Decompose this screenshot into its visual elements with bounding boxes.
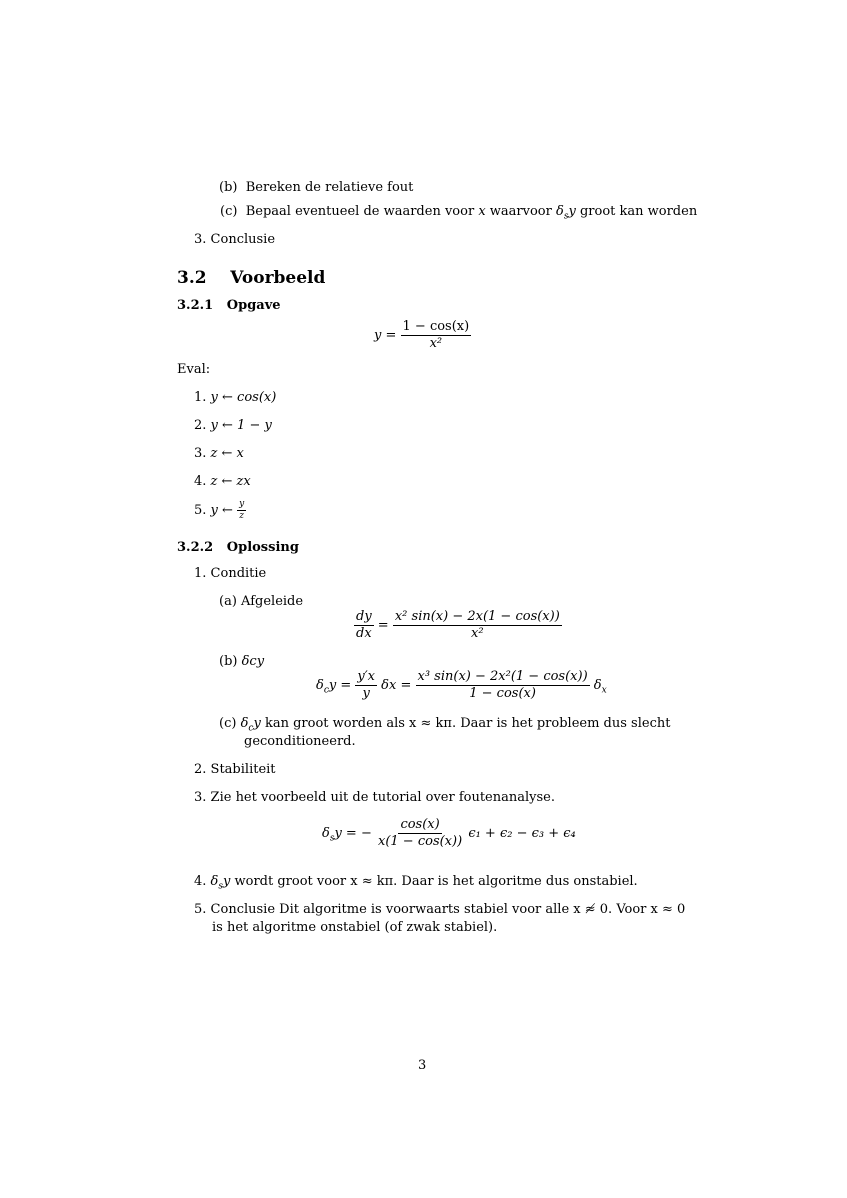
oplossing-a: (a) Afgeleide — [219, 594, 304, 609]
item-label: (c) — [220, 204, 238, 219]
item-text: Bepaal eventueel de waarden voor — [245, 204, 475, 219]
page-number: 3 — [418, 1058, 427, 1073]
oplossing-item-5: 5. Conclusie Dit algoritme is voorwaarts stabiel voor alle x ≉ 0. Voor x ≈ 0 — [194, 902, 686, 917]
item-text: waarvoor — [489, 204, 552, 219]
list-item-conclusie: 3. Conclusie — [194, 232, 276, 247]
eval-step-1: 1. y ← cos(x) — [194, 390, 277, 405]
math-expr: $\delta_sy$ — [556, 204, 576, 222]
item-text: Bereken de relatieve fout — [245, 180, 414, 195]
formula-main: y = $\frac{1 - \cos(x)}{\text{x²}}$ — [374, 319, 470, 351]
eval-step-4: 4. z ← zx — [194, 474, 251, 489]
eval-label: Eval: — [177, 362, 211, 377]
oplossing-item-1: 1. Conditie — [194, 566, 267, 581]
item-label: (b) — [219, 180, 238, 195]
oplossing-item-4: 4. $\delta_sy$ wordt groot voor x ≈ kπ. Daar is het algoritme dus onstabiel. — [194, 874, 638, 892]
oplossing-item-5-line2: is het algoritme onstabiel (of zwak stabiel). — [212, 920, 498, 935]
oplossing-item-3: 3. Zie het voorbeeld uit de tutorial over foutenanalyse. — [194, 790, 555, 805]
oplossing-c-line2: geconditioneerd. — [244, 734, 356, 749]
formula-afgeleide: $\frac{dy}{dx}$ = $\frac{\text{x² sin(x) − 2x(1 − cos(x))}}{\text{x²}}$ — [356, 609, 560, 641]
subsection-heading-opgave: 3.2.1 Opgave — [177, 298, 281, 313]
oplossing-item-2: 2. Stabiliteit — [194, 762, 276, 777]
eval-step-3: 3. z ← x — [194, 446, 244, 461]
formula-stabiliteit: $\delta_sy$ = − $\frac{\cos(x)}{x(1 - \cos(x))}$ ϵ₁ + ϵ₂ − ϵ₃ + ϵ₄ — [322, 817, 576, 849]
section-heading: 3.2 Voorbeeld — [177, 268, 326, 288]
formula-conditie: $\delta_cy$ = $\frac{y'x}{y}$ δx = $\frac{\text{x³ sin(x) − 2x²(1 − cos(x))}}{1 - \cos(x)}$ $\delta_x$ — [316, 669, 607, 701]
subsection-heading-oplossing: 3.2.2 Oplossing — [177, 540, 299, 555]
oplossing-c: (c) $\delta_cy$ kan groot worden als x ≈ kπ. Daar is het probleem dus slecht — [219, 716, 671, 734]
list-item-c-top — [220, 204, 697, 222]
list-item-b-top — [219, 180, 413, 195]
item-text: groot kan worden — [579, 204, 698, 219]
eval-step-2: 2. y ← 1 − y — [194, 418, 272, 433]
eval-step-5: 5. y ← $\frac{y}{z}$ — [194, 499, 245, 521]
math-var: x — [478, 204, 486, 219]
oplossing-b: (b) δcy — [219, 654, 265, 669]
